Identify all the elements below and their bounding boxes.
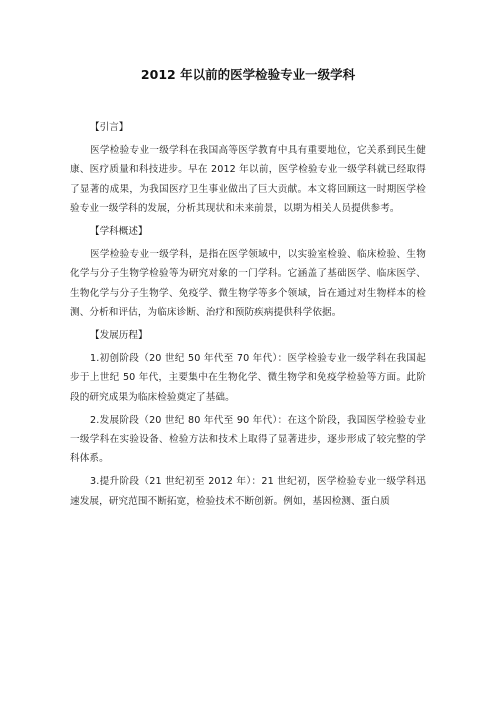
paragraph-history-stage-2: 2.发展阶段（20 世纪 80 年代至 90 年代）：在这个阶段，我国医学检验专业一级学科在实验设备、检验方法和技术上取得了显著进步，逐步形成了较完整的学科体系。 bbox=[70, 414, 426, 465]
document-body bbox=[70, 118, 426, 515]
document-title: 2012 年以前的医学检验专业一级学科 bbox=[140, 67, 356, 82]
paragraph-overview: 医学检验专业一级学科，是指在医学领域中，以实验室检验、临床检验、生物化学与分子生物学检验等为研究对象的一门学科。它涵盖了基础医学、临床医学、生物化学与分子生物学、免疫学、微生物学等多个领域，旨在通过对生物样本的检测、分析和评估，为临床诊断、治疗和预防疾病提供科学依据。 bbox=[70, 249, 426, 318]
section-heading-introduction: 【引言】 bbox=[90, 122, 129, 133]
paragraph-history-stage-3: 3.提升阶段（21 世纪初至 2012 年）：21 世纪初，医学检验专业一级学科迅速发展，研究范围不断拓宽，检验技术不断创新。例如，基因检测、蛋白质 bbox=[70, 476, 426, 507]
paragraph-introduction: 医学检验专业一级学科在我国高等医学教育中具有重要地位，它关系到民生健康、医疗质量和科技进步。早在 2012 年以前，医学检验专业一级学科就已经取得了显著的成果，为我国医疗卫生事业做出了巨大贡献。本文将回顾这一时期医学检验专业一级学科的发展，分析其现状和未来前景，以期为相关人员提供参考。 bbox=[70, 145, 426, 214]
section-heading-history: 【发展历程】 bbox=[90, 330, 148, 342]
paragraph-history-stage-1: 1.初创阶段（20 世纪 50 年代至 70 年代）：医学检验专业一级学科在我国起步于上世纪 50 年代，主要集中在生物化学、微生物学和免疫学检验等方面。此阶段的研究成果为临床检验奠定了基础。 bbox=[70, 353, 426, 403]
section-heading-overview: 【学科概述】 bbox=[90, 226, 148, 238]
